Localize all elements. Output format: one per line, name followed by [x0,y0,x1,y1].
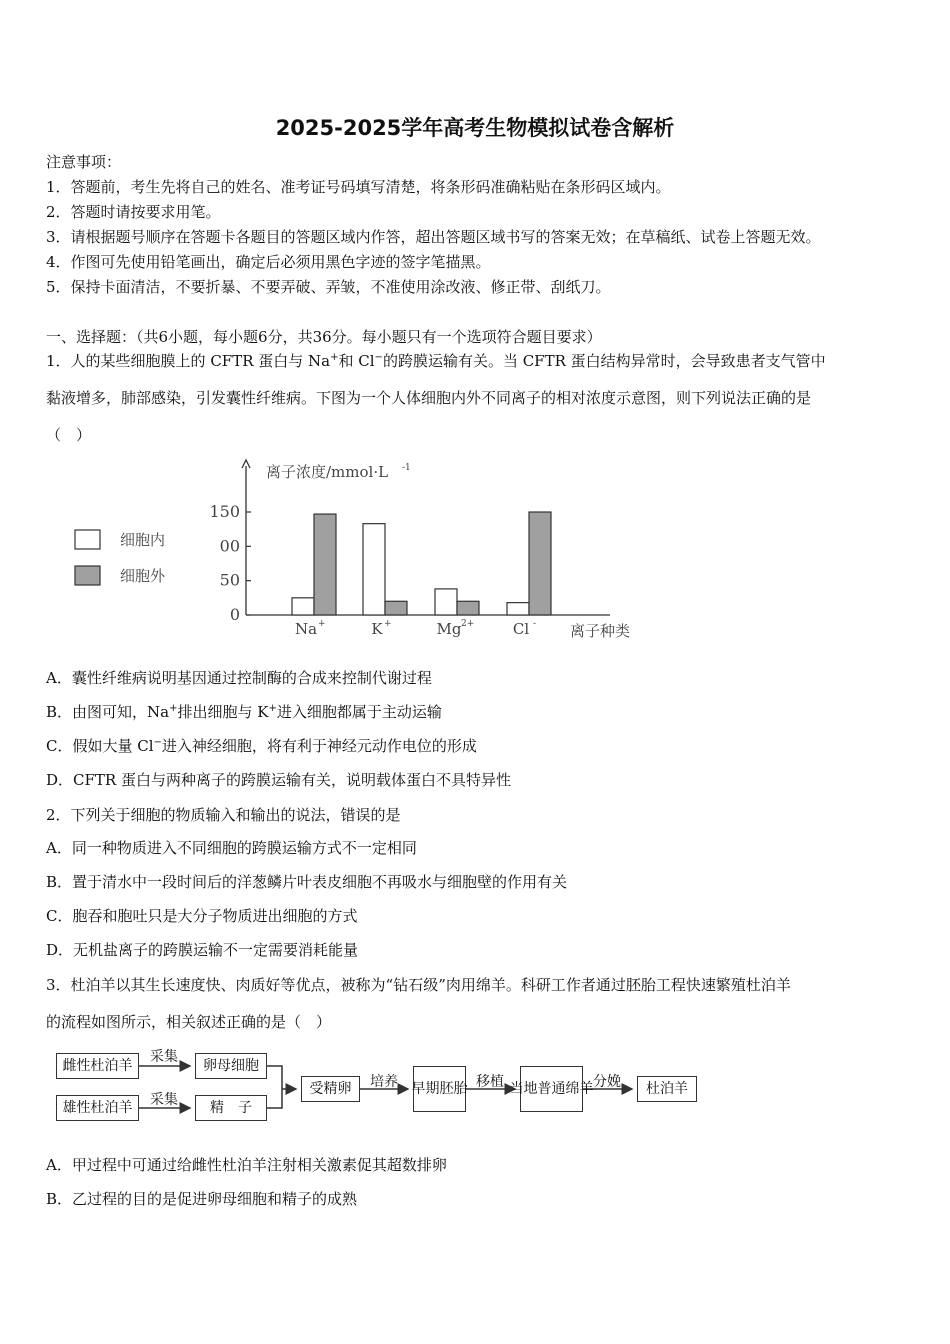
sperm-box: 精 子 [195,1095,267,1121]
y-axis-label-unit-sup: -1 [402,463,411,473]
q1-stem-line-2: 黏液增多，肺部感染，引发囊性纤维病。下图为一个人体细胞内外不同离子的相对浓度示意图，则下列说法正确的是 [46,389,812,407]
q3-option-a: A．甲过程中可通过给雌性杜泊羊注射相关激素促其超数排卵 [46,1156,447,1174]
bar-na-inside [292,598,314,615]
notice-item-2: 2．答题时请按要求用笔。 [46,203,221,221]
q1-option-a: A．囊性纤维病说明基因通过控制酶的合成来控制代谢过程 [46,669,432,687]
x-tick-label: Mg [436,620,462,638]
y-tick-label: 00 [219,536,240,556]
q3-stem-line-1: 3．杜泊羊以其生长速度快、肉质好等优点，被称为“钻石级”肉用绵羊。科研工作者通过胚胎工程快速繁殖杜泊羊 [46,976,791,994]
bar-cl-outside [529,512,551,615]
q2-option-a: A．同一种物质进入不同细胞的跨膜运输方式不一定相同 [46,839,417,857]
q3-option-b: B．乙过程的目的是促进卵母细胞和精子的成熟 [46,1190,358,1208]
notice-heading: 注意事项： [46,153,122,171]
host-sheep-box: 当地普通绵羊 [520,1066,583,1112]
birth-label: 分娩 [593,1074,621,1090]
notice-item-5: 5．保持卡面清洁，不要折暴、不要弄破、弄皱，不准使用涂改液、修正带、刮纸刀。 [46,278,611,296]
oocyte-box: 卵母细胞 [195,1053,267,1079]
male-sheep-box: 雄性杜泊羊 [56,1095,139,1121]
collect-label-2: 采集 [150,1092,178,1108]
collect-label-1: 采集 [150,1049,178,1065]
q1-option-d: D．CFTR 蛋白与两种离子的跨膜运输有关，说明载体蛋白不具特异性 [46,771,511,789]
notice-item-4: 4．作图可先使用铅笔画出，确定后必须用黑色字迹的签字笔描黑。 [46,253,491,271]
culture-label: 培养 [370,1074,398,1090]
legend-swatch [75,530,100,549]
y-tick-label: 50 [219,570,240,590]
notice-item-3: 3．请根据题号顺序在答题卡各题目的答题区域内作答，超出答题区域书写的答案无效；在草稿纸、试卷上答题无效。 [46,228,821,246]
q1-answer-bracket: （ ） [46,426,92,444]
x-tick-label: K [371,620,383,638]
early-embryo-box: 早期胚胎 [413,1066,466,1112]
q1-option-c: C．假如大量 Cl−进入神经细胞，将有利于神经元动作电位的形成 [46,737,477,755]
bar-na-outside [314,514,336,615]
breeding-flow-diagram [0,1040,950,1125]
x-tick-label-sup: + [384,619,392,629]
transfer-label: 移植 [476,1074,504,1090]
q2-option-d: D．无机盐离子的跨膜运输不一定需要消耗能量 [46,941,359,959]
x-tick-label-sup: + [318,619,326,629]
q2-stem: 2．下列关于细胞的物质输入和输出的说法，错误的是 [46,806,401,824]
legend-label: 细胞内 [120,531,166,549]
notice-item-1: 1．答题前，考生先将自己的姓名、准考证号码填写清楚，将条形码准确粘贴在条形码区域内。 [46,178,671,196]
bar-k-inside [363,524,385,615]
x-tick-label-sup: 2+ [461,619,475,629]
x-tick-label: Na [294,620,318,638]
x-axis-label: 离子种类 [570,622,631,640]
female-sheep-box: 雌性杜泊羊 [56,1053,139,1079]
legend-swatch [75,566,100,585]
y-tick-label: 0 [229,605,240,624]
y-tick-label: 150 [209,502,240,521]
bar-k-outside [385,601,407,615]
result-sheep-box: 杜泊羊 [637,1076,697,1102]
zygote-box: 受精卵 [301,1076,360,1102]
bar-cl-inside [507,603,529,615]
x-tick-label-sup: - [533,619,537,629]
legend-label: 细胞外 [120,567,166,585]
page-title: 2025-2025学年高考生物模拟试卷含解析 [275,116,675,140]
bar-mg-inside [435,589,457,615]
q1-option-b: B．由图可知，Na+排出细胞与 K+进入细胞都属于主动运输 [46,703,442,721]
q1-stem-line-1: 1．人的某些细胞膜上的 CFTR 蛋白与 Na+和 Cl−的跨膜运输有关。当 CFTR 蛋白结构异常时，会导致患者支气管中 [46,352,826,370]
q3-stem-line-2: 的流程如图所示，相关叙述正确的是（ ） [46,1013,332,1031]
y-axis-label: 离子浓度/mmol·L [266,463,389,481]
x-tick-label: Cl [512,620,530,638]
ion-concentration-chart [0,455,950,645]
flow-arrows [0,1040,950,1125]
q2-option-c: C．胞吞和胞吐只是大分子物质进出细胞的方式 [46,907,358,925]
section-heading: 一、选择题：（共6小题，每小题6分，共36分。每小题只有一个选项符合题目要求） [46,328,602,346]
bar-mg-outside [457,601,479,615]
q2-option-b: B．置于清水中一段时间后的洋葱鳞片叶表皮细胞不再吸水与细胞壁的作用有关 [46,873,568,891]
